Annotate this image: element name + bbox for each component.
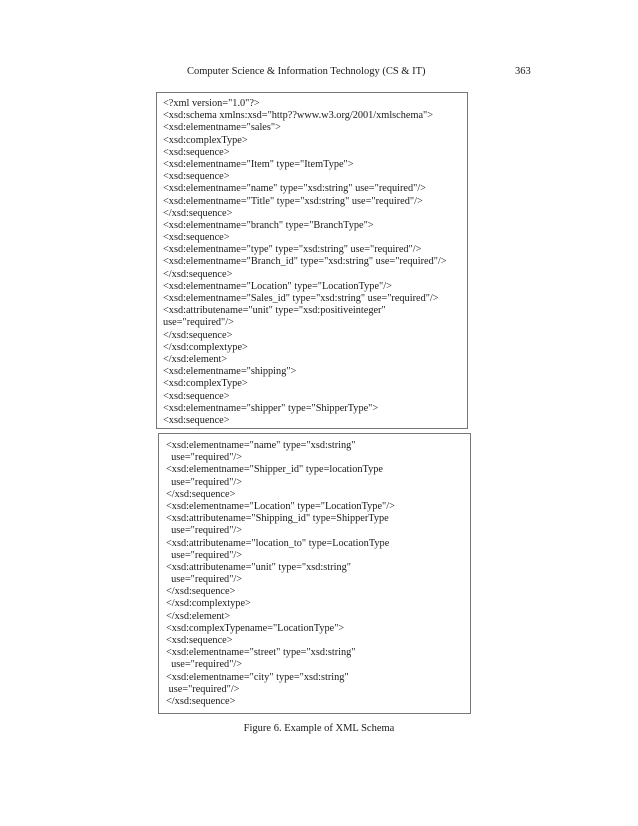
code-line: </xsd:element> xyxy=(166,610,231,622)
code-line: <xsd:sequence> xyxy=(163,171,230,183)
code-line: <xsd:sequence> xyxy=(163,390,230,402)
code-line: <xsd:sequence> xyxy=(163,232,230,244)
code-line: <xsd:elementname="type" type="xsd:string" use="required"/> xyxy=(163,244,422,256)
code-line: <xsd:complexType> xyxy=(163,134,248,146)
code-line: </xsd:element> xyxy=(163,353,228,365)
code-line: <?xml version="1.0"?> xyxy=(163,98,260,109)
code-line: <xsd:elementname="Branch_id" type="xsd:string" use="required"/> xyxy=(163,256,447,268)
code-line: <xsd:elementname="branch" type="BranchType"> xyxy=(163,219,374,231)
code-line: <xsd:elementname="shipping"> xyxy=(163,366,297,378)
code-line: <xsd:elementname="name" type="xsd:string" xyxy=(166,440,356,451)
code-line: </xsd:complextype> xyxy=(166,598,251,610)
code-line: </xsd:sequence> xyxy=(163,329,233,341)
code-line: <xsd:schema xmlns:xsd="http??www.w3.org/2001/xmlschema"> xyxy=(163,110,434,122)
code-line: <xsd:elementname="name" type="xsd:string" use="required"/> xyxy=(163,183,426,195)
code-line: use="required"/> xyxy=(163,317,234,329)
code-line: <xsd:attributename="unit" type="xsd:string" xyxy=(166,561,351,573)
code-line: </xsd:sequence> xyxy=(166,488,236,500)
code-line: <xsd:complexType> xyxy=(163,378,248,390)
code-line: <xsd:attributename="location_to" type=LocationType xyxy=(166,537,390,549)
code-line: <xsd:sequence> xyxy=(166,635,233,646)
code-line: use="required"/> xyxy=(166,525,243,537)
code-line: </xsd:sequence> xyxy=(166,695,236,707)
page-header xyxy=(0,64,638,82)
schema-code-box-2 xyxy=(158,433,471,714)
code-line: <xsd:attributename="unit" type="xsd:positiveinteger" xyxy=(163,305,386,317)
page-number: 363 xyxy=(515,66,531,77)
code-line: <xsd:complexTypename="LocationType"> xyxy=(166,622,345,634)
code-line: use="required"/> xyxy=(166,683,240,695)
code-line: </xsd:sequence> xyxy=(163,268,233,280)
code-line: <xsd:elementname="Item" type="ItemType"> xyxy=(163,158,354,170)
code-line: </xsd:sequence> xyxy=(166,586,236,598)
code-line: </xsd:sequence> xyxy=(163,207,233,219)
code-line: <xsd:elementname="Location" type="LocationType"/> xyxy=(163,280,392,292)
code-line: use="required"/> xyxy=(166,659,243,671)
code-line: use="required"/> xyxy=(166,476,243,488)
figure-caption-text: Figure 6. Example of XML Schema xyxy=(243,723,395,734)
code-line: </xsd:complextype> xyxy=(163,341,248,353)
code-line: <xsd:elementname="Sales_id" type="xsd:string" use="required"/> xyxy=(163,293,439,304)
figure-caption xyxy=(0,723,638,734)
code-line: <xsd:elementname="Title" type="xsd:string" use="required"/> xyxy=(163,195,423,207)
code-line: <xsd:elementname="sales"> xyxy=(163,122,281,134)
code-line: use="required"/> xyxy=(166,549,243,561)
code-line: <xsd:elementname="Location" type="LocationType"/> xyxy=(166,500,395,512)
code-line: <xsd:elementname="Shipper_id" type=locationType xyxy=(166,464,383,476)
code-line: <xsd:sequence> xyxy=(163,146,230,158)
journal-title: Computer Science & Information Technology (CS & IT) xyxy=(187,66,426,77)
code-line: <xsd:attributename="Shipping_id" type=ShipperType xyxy=(166,513,389,525)
code-line: <xsd:elementname="shipper" type="ShipperType"> xyxy=(163,402,379,414)
code-line: use="required"/> xyxy=(166,452,243,464)
code-line: <xsd:elementname="street" type="xsd:string" xyxy=(166,647,356,659)
code-line: <xsd:elementname="city" type="xsd:string" xyxy=(166,671,349,683)
code-line: use="required"/> xyxy=(166,574,243,586)
code-line: <xsd:sequence> xyxy=(163,414,230,426)
schema-code-box-1 xyxy=(156,92,468,429)
